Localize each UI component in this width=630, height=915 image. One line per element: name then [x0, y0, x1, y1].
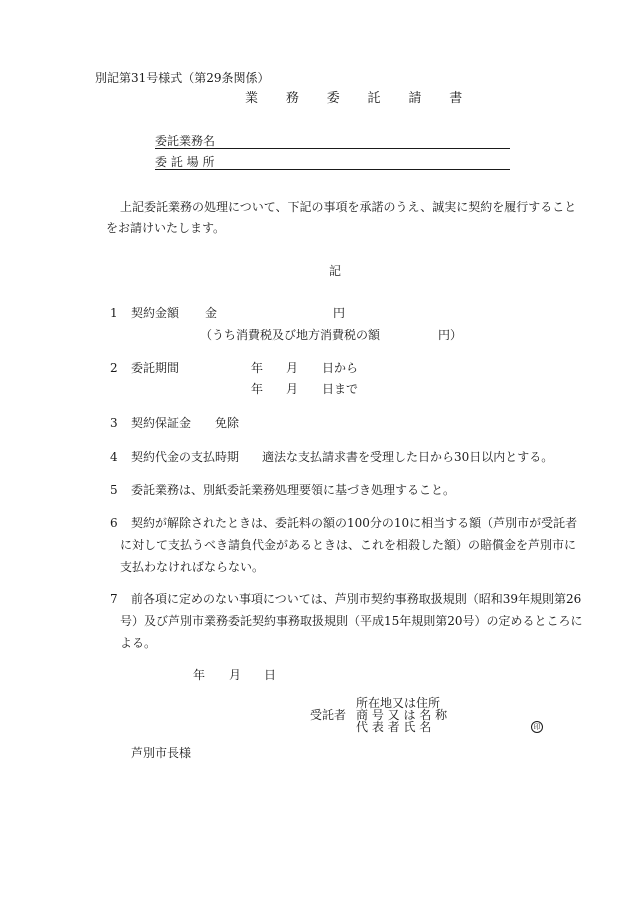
item7-line-2: 号）及び芦別市業務委託契約事務取扱規則（平成15年規則第20号）の定めるところに [120, 614, 583, 628]
item2-from-month: 月 [286, 361, 299, 375]
item2-from-day: 日から [322, 361, 359, 375]
item7-number: 7 [110, 592, 118, 606]
item1-tax-open: （うち消費税及び地方消費税の額 [200, 328, 381, 342]
item2-label: 委託期間 [131, 361, 180, 375]
item6-line-2: に対して支払うべき請負代金があるときは、これを相殺した額）の賠償金を芦別市に [120, 538, 577, 552]
item1-tax-close: 円） [438, 328, 463, 342]
item2-to-month: 月 [286, 382, 299, 396]
business-name-underline [155, 148, 510, 149]
place-label: 委 託 場 所 [155, 155, 215, 169]
contractor-rep-label: 代 表 者 氏 名 [356, 720, 432, 734]
ki-heading: 記 [329, 264, 342, 278]
item1-number: 1 [110, 306, 118, 320]
item7-line-3: よる。 [120, 636, 157, 650]
seal-mark: 印 [531, 721, 543, 733]
form-number: 別記第31号様式（第29条関係） [95, 71, 270, 85]
item2-from-year: 年 [251, 361, 264, 375]
item3-value: 免除 [215, 416, 240, 430]
item4-label: 契約代金の支払時期 [131, 450, 240, 464]
item2-number: 2 [110, 361, 118, 375]
item1-kin: 金 [205, 306, 218, 320]
title-char: 委 [326, 91, 340, 106]
business-name-label: 委託業務名 [155, 134, 216, 148]
item6-number: 6 [110, 516, 118, 530]
date-month: 月 [229, 668, 242, 682]
title-char: 務 [285, 91, 299, 106]
date-year: 年 [193, 668, 206, 682]
item3-number: 3 [110, 416, 118, 430]
contractor-label: 受託者 [310, 708, 347, 722]
title-char: 託 [367, 91, 381, 106]
item7-line-1: 前各項に定めのない事項については、芦別市契約事務取扱規則（昭和39年規則第26 [131, 592, 582, 606]
item3-label: 契約保証金 [131, 416, 192, 430]
item5-number: 5 [110, 483, 118, 497]
item1-label: 契約金額 [131, 306, 180, 320]
item1-yen: 円 [333, 306, 346, 320]
place-underline [155, 169, 510, 170]
item5-text: 委託業務は、別紙委託業務処理要領に基づき処理すること。 [131, 483, 456, 497]
intro-line-2: をお請けいたします。 [106, 221, 226, 235]
item6-line-1: 契約が解除されたときは、委託料の額の100分の10に相当する額（芦別市が受託者 [131, 516, 578, 530]
contractor-address-label: 所在地又は住所 [356, 696, 441, 710]
document-title [245, 91, 486, 106]
item2-to-day: 日まで [322, 382, 359, 396]
title-char: 業 [245, 91, 259, 106]
title-char: 書 [449, 91, 463, 106]
item4-value: 適法な支払請求書を受理した日から30日以内とする。 [262, 450, 554, 464]
item6-line-3: 支払わなければならない。 [120, 560, 265, 574]
item2-to-year: 年 [251, 382, 264, 396]
contractor-company-label: 商 号 又 は 名 称 [356, 708, 448, 722]
intro-line-1: 上記委託業務の処理について、下記の事項を承諾のうえ、誠実に契約を履行すること [120, 200, 577, 214]
date-day: 日 [264, 668, 277, 682]
title-char: 請 [408, 91, 422, 106]
addressee: 芦別市長様 [131, 746, 192, 760]
item4-number: 4 [110, 450, 118, 464]
